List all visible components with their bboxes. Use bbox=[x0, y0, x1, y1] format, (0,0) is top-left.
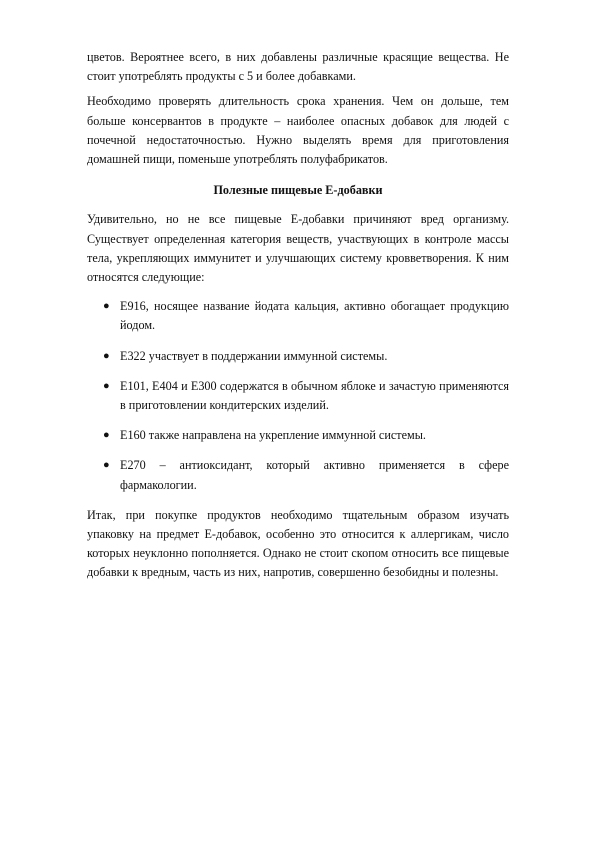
bullet-icon: ● bbox=[103, 429, 110, 442]
bullet-icon: ● bbox=[103, 300, 110, 313]
paragraph-useful-additives: Удивительно, но не все пищевые Е-добавки причиняют вред организму. Существует определенная категория веществ, участвующих в контроле массы тела, укрепляющих иммунитет и улучшающих систему кровветворения. К ним относятся следующие: bbox=[87, 212, 509, 285]
paragraph-intro: цветов. Вероятнее всего, в них добавлены различные красящие вещества. Не стоит употреблять продукты с 5 и более добавками. bbox=[87, 50, 509, 84]
list-item bbox=[87, 426, 509, 445]
list-item bbox=[87, 456, 509, 494]
bullet-icon: ● bbox=[103, 349, 110, 362]
list-item-text: Е101, Е404 и Е300 содержатся в обычном яблоке и зачастую применяются в приготовлении кондитерских изделий. bbox=[120, 378, 509, 413]
list-item-text: Е160 также направлена на укрепление иммунной системы. bbox=[120, 428, 426, 443]
paragraph-conclusion: Итак, при покупке продуктов необходимо тщательным образом изучать упаковку на предмет Е-добавок, особенно это относится к аллергикам, число которых неуклонно пополняется. Однако не стоит скопом относить все пищевые добавки к вредным, часть из них, напротив, совершенно безобидны и полезны. bbox=[87, 507, 509, 580]
bullet-icon: ● bbox=[103, 459, 110, 472]
list-item bbox=[87, 297, 509, 335]
bullet-icon: ● bbox=[103, 379, 110, 392]
list-item bbox=[87, 377, 509, 415]
list-item-text: Е322 участвует в поддержании иммунной системы. bbox=[120, 348, 388, 363]
document-page bbox=[87, 48, 509, 589]
paragraph-shelf-life: Необходимо проверять длительность срока хранения. Чем он дольше, тем больше консервантов в продукте – наиболее опасных добавок для людей с почечной недостаточностью. Нужно выделять время для приготовления домашней пищи, поменьше употреблять полуфабрикатов. bbox=[87, 94, 509, 167]
list-item-text: Е916, носящее название йодата кальция, активно обогащает продукцию йодом. bbox=[120, 299, 509, 333]
additives-list bbox=[87, 297, 509, 495]
list-item-text: Е270 – антиоксидант, который активно применяется в сфере фармакологии. bbox=[120, 458, 509, 492]
list-item bbox=[87, 347, 509, 366]
section-heading: Полезные пищевые Е-добавки bbox=[213, 183, 383, 198]
